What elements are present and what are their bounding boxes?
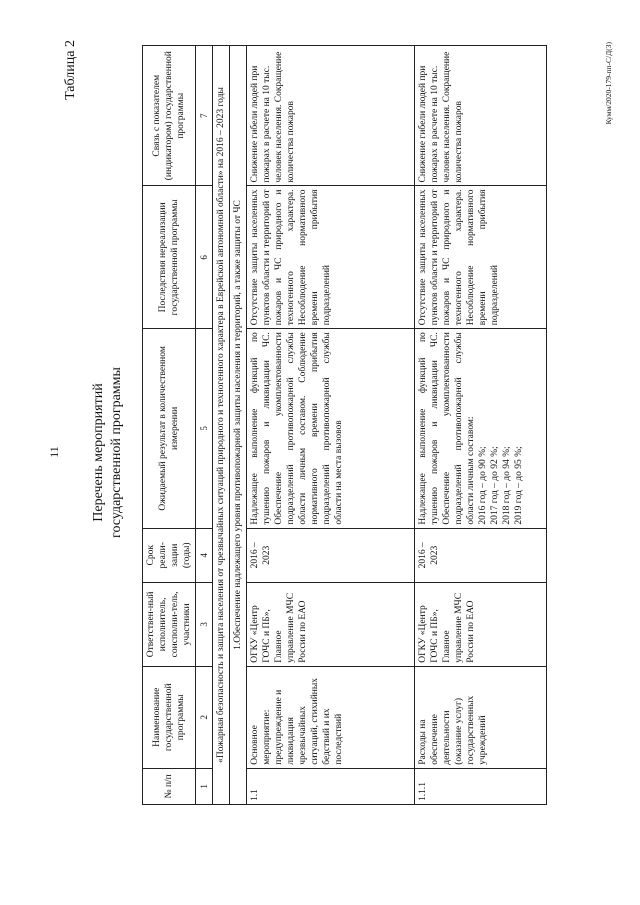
column-number: 4 [196,528,213,582]
row-period: 2016 – 2023 [247,528,415,582]
result-year-line: 2017 год – до 92 %; [490,446,500,525]
table-row [247,46,415,805]
heading-line-1: Перечень мероприятий [91,383,106,522]
column-number: 2 [196,666,213,768]
document-heading [90,0,126,905]
column-number: 6 [196,186,213,329]
header-cell-executor: Ответствен-ный исполнитель, соисполни-тель, участники [143,582,196,666]
row-consequence: Отсутствие защиты населенных пунктов области и территорий от пожаров и ЧС природного и техногенного характера. Несоблюдение нормативного времени прибытия подразделений [415,186,547,329]
header-row [143,46,196,805]
heading-line-2: государственной программы [109,367,124,538]
header-cell-period: Срок реали-зации (годы) [143,528,196,582]
column-number: 5 [196,329,213,528]
section-title-row [230,46,247,805]
row-executor: ОГКУ «Центр ГОЧС и ПБ», Главное управление МЧС России по ЕАО [415,582,547,666]
section-title: 1.Обеспечение надлежащего уровня противопожарной защиты населения и территорий, а также защиты от ЧС [230,46,247,805]
row-result-cell [415,329,547,528]
row-indicator: Снижение гибели людей при пожарах в расчете на 10 тыс. человек населения. Сокращение количества пожаров [247,46,415,186]
header-cell-name: Наименование государственной программы [143,666,196,768]
measures-table [142,45,547,805]
row-result: Надлежащее выполнение функций по тушению пожаров и ликвидации ЧС. Обеспечение укомплектованности подразделений противопожарной службы области личным составом. Соблюдение нормативного времени прибытия подразделений противопожарной службы области на места вызовов [247,329,415,528]
row-number: 1.1.1 [415,768,547,804]
row-executor: ОГКУ «Центр ГОЧС и ПБ», Главное управление МЧС России по ЕАО [247,582,415,666]
program-title: «Пожарная безопасность и защита населения от чрезвычайных ситуаций природного и техногенного характера в Еврейской автономной области» на 2016 – 2023 годы [213,46,230,805]
result-year-line: 2016 год – до 90 %; [478,446,488,525]
row-name: Основное мероприятие: предупреждение и ликвидация чрезвычайных ситуаций, стихийных бедствий и их последствий [247,666,415,768]
column-number-row [196,46,213,805]
row-name: Расходы на обеспечение деятельности (оказание услуг) государственных учреждений [415,666,547,768]
header-cell-num: № п/п [143,768,196,804]
row-indicator: Снижение гибели людей при пожарах в расчете на 10 тыс. человек населения. Сокращение количества пожаров [415,46,547,186]
page-number: 11 [47,446,61,458]
table-row [415,46,547,805]
row-period: 2016 – 2023 [415,528,547,582]
header-cell-result: Ожидаемый результат в количественном измерении [143,329,196,528]
result-year-line: 2019 год – до 95 %; [514,446,524,525]
program-title-row [213,46,230,805]
row-result: Надлежащее выполнение функций по тушению пожаров и ликвидации ЧС. Обеспечение укомплектованности подразделений противопожарной службы области личным составом: [418,332,476,525]
document-code: Кумм/2020-179-пп-С/Д(3) [604,42,613,125]
header-cell-consequence: Последствия нереализации государственной программы [143,186,196,329]
row-consequence: Отсутствие защиты населенных пунктов области и территорий от пожаров и ЧС природного и техногенного характера. Несоблюдение нормативного времени прибытия подразделений [247,186,415,329]
row-number: 1.1 [247,768,415,804]
column-number: 1 [196,768,213,804]
column-number: 3 [196,582,213,666]
table-label: Таблица 2 [63,40,78,100]
column-number: 7 [196,46,213,186]
result-year-line: 2018 год – до 94 %; [502,446,512,525]
header-cell-indicator: Связь с показателем (индикатором) государственной программы [143,46,196,186]
